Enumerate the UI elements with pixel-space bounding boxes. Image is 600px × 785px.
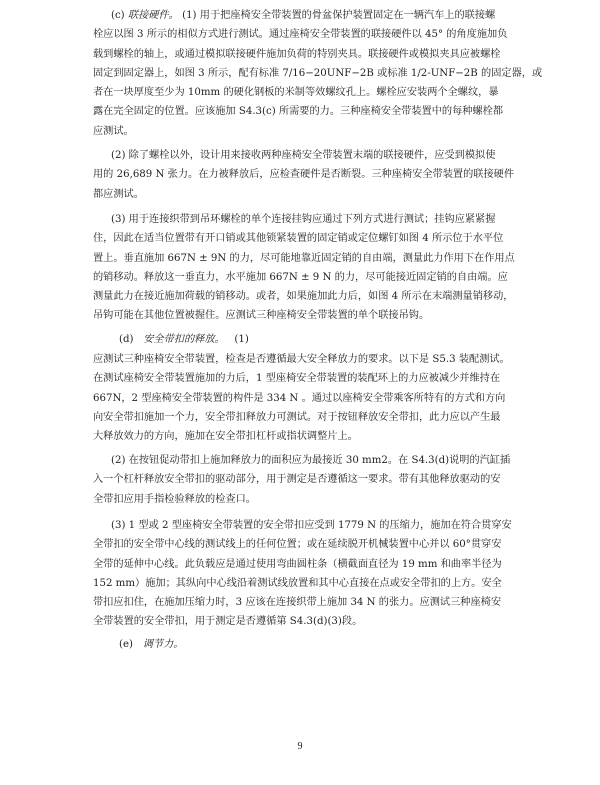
section-d-title: 安全带扣的释放。	[143, 334, 225, 345]
paragraph-c1-line: 露在完全固定的位置。应该施加 S4.3(c) 所需要的力。三种座椅安全带装置中的每种螺栓都	[93, 106, 504, 118]
section-d-subitem: (1)	[234, 334, 249, 345]
paragraph-c1	[93, 6, 543, 141]
paragraph-c1-line: 栓应以图 3 所示的相似方式进行测试。通过座椅安全带装置的联接硬件以 45° 的角度施加负	[93, 29, 508, 41]
paragraph-d2-line: 全带扣应用手指检验释放的检查口。	[93, 493, 256, 505]
paragraph-d2-line: (2) 在按钮促动带扣上施加释放力的面积应为最接近 30 mm2。在 S4.3(d)说明的汽缸插	[111, 455, 511, 466]
paragraph-c3-line: 住，因此在适当位置带有开口销或其他锁紧装置的固定销或定位螺钉如图 4 所示位于水平位	[93, 233, 504, 245]
paragraph-c1-line: (c) 联接硬件。 (1) 用于把座椅安全带装置的骨盆保护装置固定在一辆汽车上的联接螺	[111, 10, 496, 21]
paragraph-d2-line: 入一个杠杆释放安全带扣的驱动部分，用于测定是否遵循这一要求。带有其他释放驱动的安	[93, 474, 501, 486]
paragraph-c1-line: 固定到固定器上，如图 3 所示，配有标准 7/16−20UNF−2B 或标准 1/2-UNF−2B 的固定器，或	[93, 67, 543, 79]
paragraph-d3-line: (3) 1 型或 2 型座椅安全带装置的安全带扣应受到 1779 N 的压缩力，施加在符合贯穿安	[111, 520, 512, 531]
paragraph-d1-line: 向安全带扣施加一个力，安全带扣释放力可测试。对于按钮释放安全带扣，此力应以产生最	[93, 411, 501, 423]
paragraph-d3-line: 全带装置的安全带扣，用于测定是否遵循第 S4.3(d)(3)段。	[93, 616, 363, 628]
paragraph-c2-line: 用的 26,689 N 张力。在力被释放后，应检查硬件是否断裂。三种座椅安全带装置的联接硬件	[93, 169, 515, 181]
paragraph-d3-line: 带扣应扣住，在施加压缩力时，3 应该在连接织带上施加 34 N 的张力。应测试三种座椅安	[93, 597, 502, 609]
section-c-title: 联接硬件。	[127, 10, 179, 21]
section-e-heading	[119, 635, 183, 654]
paragraph-c3	[93, 210, 543, 326]
paragraph-d3	[93, 516, 543, 632]
paragraph-d3-line: 全带的延伸中心线。此负载应是通过使用弯曲圆柱条（横截面直径为 19 mm 和曲率半径为	[93, 558, 502, 570]
paragraph-c3-line: 置上。垂直施加 667N ± 9N 的力，尽可能地靠近固定销的自由端，测量此力作用下在作用点	[93, 252, 515, 264]
section-d-heading	[119, 330, 249, 349]
paragraph-c3-line: (3) 用于连接织带到吊环螺栓的单个连接挂钩应通过下列方式进行测试；挂钩应紧紧握	[111, 214, 496, 225]
paragraph-c1-line: 应测试。	[93, 125, 134, 137]
paragraph-c2-line: 都应测试。	[93, 188, 144, 200]
paragraph-d1-line: 在测试座椅安全带装置施加的力后，1 型座椅安全带装置的装配环上的力应被减少并维持在	[93, 373, 501, 385]
paragraph-c3-line: 测量此力在接近施加荷载的销移动。或者，如果施加此力后，如图 4 所示在末端测量销移动，	[93, 291, 514, 303]
paragraph-d3-line: 152 mm）施加；其纵向中心线沿着测试线放置和其中心直接在点或安全带扣的上方。安全	[93, 577, 502, 589]
paragraph-c2	[93, 146, 543, 204]
paragraph-d3-line: 全带扣的安全带中心线的测试线上的任何位置；或在延续脱开机械装置中心并以 60°贯穿安	[93, 539, 502, 551]
page-number: 9	[297, 741, 303, 752]
paragraph-c3-line: 吊钩可能在其他位置被握住。应测试三种座椅安全带装置的单个联接吊钩。	[93, 310, 430, 322]
section-e-title: 调节力。	[142, 639, 184, 650]
section-c-label: (c)	[111, 10, 125, 21]
paragraph-c1-line: 者在一块厚度至少为 10mm 的硬化钢板的米制等效螺纹孔上。螺栓应安装两个全螺纹，暴	[93, 87, 499, 99]
paragraph-c2-line: (2) 除了螺栓以外，设计用来接收两种座椅安全带装置末端的联接硬件，应受到模拟使	[111, 150, 496, 161]
paragraph-d1-line: 大释放效力的方向，施加在安全带扣杠杆或指状调整片上。	[93, 431, 358, 443]
paragraph-c3-line: 的销移动。释放这一垂直力，水平施加 667N ± 9 N 的力，尽可能接近固定销的自由端。应	[93, 271, 508, 283]
paragraph-d1-line: 应测试三种座椅安全带装置，检查是否遵循最大安全释放力的要求。以下是 S5.3 装配测试。	[93, 354, 510, 365]
paragraph-d1	[93, 350, 543, 446]
section-d-label: (d)	[119, 334, 134, 345]
paragraph-c1-line: 载到螺栓的轴上，或通过模拟联接硬件施加负荷的特别夹具。联接硬件或模拟夹具应被螺栓	[93, 48, 501, 60]
section-e-label: (e)	[119, 639, 133, 650]
paragraph-d1-line: 667N，2 型座椅安全带装置的构件是 334 N 。通过以座椅安全带乘客所特有的方式和方向	[93, 392, 506, 404]
paragraph-d2	[93, 451, 543, 509]
